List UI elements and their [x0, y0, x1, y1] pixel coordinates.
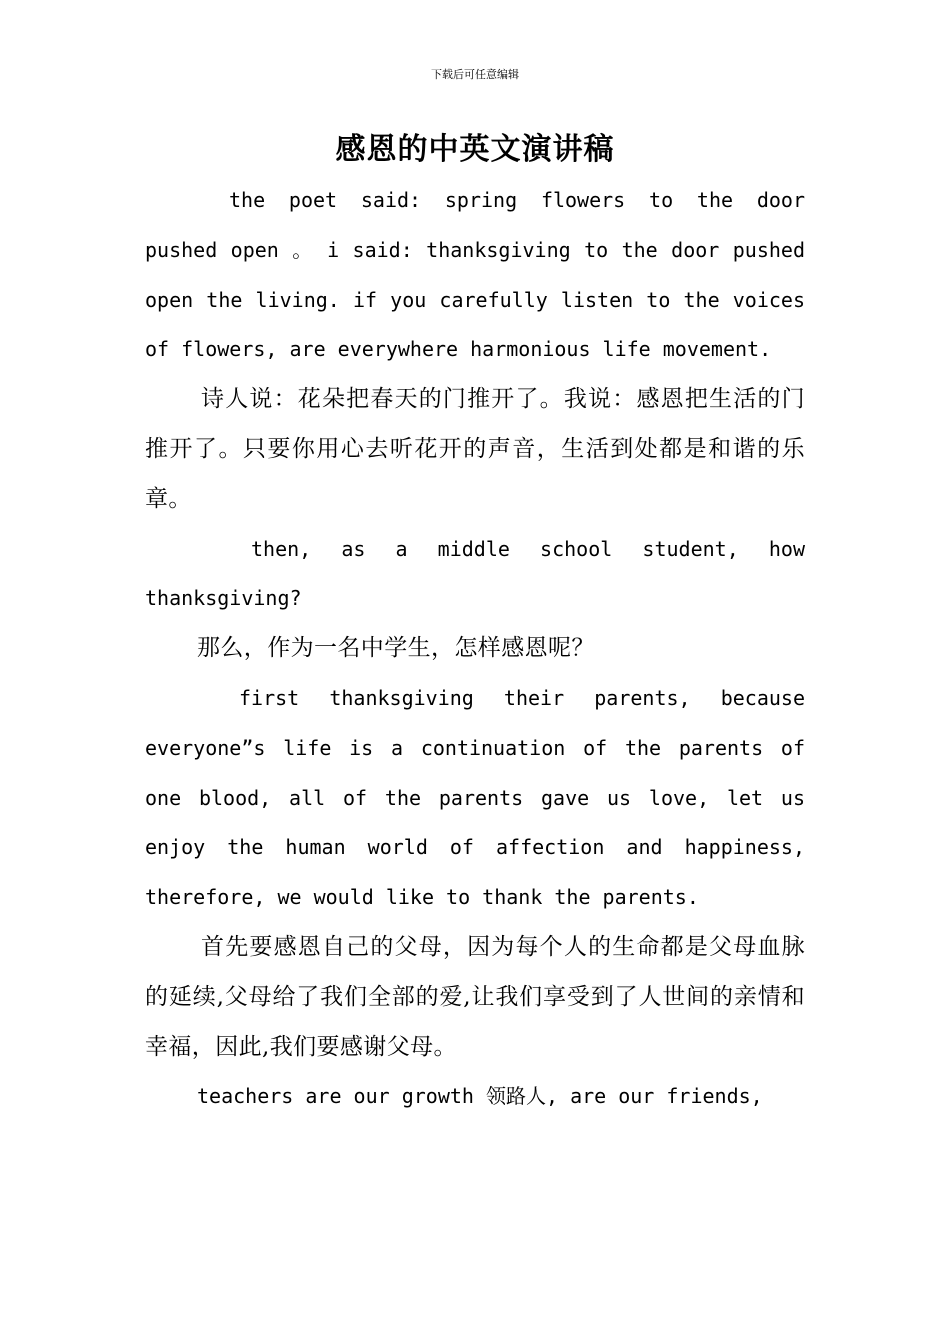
document-body [145, 176, 805, 1122]
document-title: 感恩的中英文演讲稿 [335, 132, 615, 167]
paragraph-en-poet: the poet said: spring flowers to the door pushed open 。 i said: thanksgiving to the door pushed open the living. if you carefully listen to the voices of flowers, are everywhere harmonious life movement. [145, 188, 805, 362]
paragraph-zh-poet: 诗人说：花朵把春天的门推开了。我说：感恩把生活的门推开了。只要你用心去听花开的声音，生活到处都是和谐的乐章。 [145, 386, 805, 512]
paragraph-zh-parents: 首先要感恩自己的父母，因为每个人的生命都是父母血脉的延续,父母给了我们全部的爱,让我们享受到了人世间的亲情和幸福，因此,我们要感谢父母。 [145, 933, 805, 1060]
paragraph-en-parents: first thanksgiving their parents, because everyone”s life is a continuation of the parents of one blood, all of the parents gave us love, let us enjoy the human world of affection and happiness, therefore, we would like to thank the parents. [145, 685, 805, 910]
paragraph-en-teachers: teachers are our growth 领路人, are our friends, [197, 1084, 763, 1109]
paragraph-en-question: then, as a middle school student, how thanksgiving? [145, 536, 805, 611]
paragraph-zh-question: 那么，作为一名中学生，怎样感恩呢？ [197, 635, 595, 662]
header-note: 下载后可任意编辑 [431, 68, 519, 81]
